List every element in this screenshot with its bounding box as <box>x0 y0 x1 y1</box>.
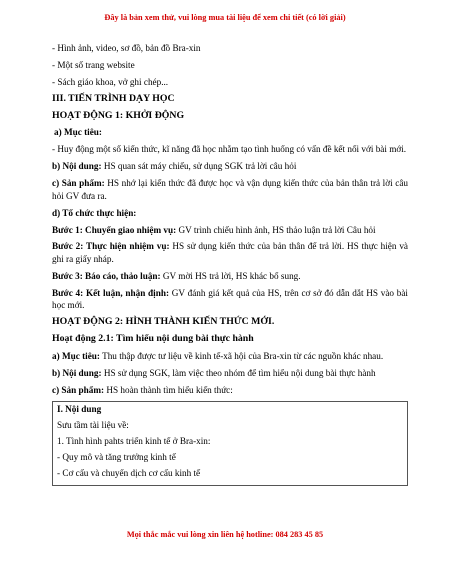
material-item: - Hình ảnh, video, sơ đồ, bản đồ Bra-xin <box>52 43 201 53</box>
product-label: c) Sản phẩm: <box>52 384 105 395</box>
step-1-text: GV trình chiếu hình ảnh, HS thảo luận trả lời Câu hỏi <box>176 224 376 235</box>
step-4-label: Bước 4: Kết luận, nhận định: <box>52 287 170 298</box>
activity-2-title: HOẠT ĐỘNG 2: HÌNH THÀNH KIẾN THỨC MỚI. <box>52 316 275 328</box>
box-title <box>57 403 403 416</box>
org-label: d) Tổ chức thực hiện: <box>52 207 137 218</box>
content-text: HS sử dụng SGK, làm việc theo nhóm để tìm hiểu nội dung bài thực hành <box>101 367 376 378</box>
material-item: - Một số trang website <box>52 59 135 70</box>
activity-2-content <box>52 367 408 380</box>
product-text: HS hoàn thành tìm hiểu kiến thức: <box>104 384 233 395</box>
box-row: - Quy mô và tăng trưởng kinh tế <box>57 451 176 462</box>
step-4 <box>52 287 408 312</box>
content-label: b) Nội dung: <box>52 367 102 378</box>
activity-2-product <box>52 384 408 397</box>
content-box <box>52 401 408 486</box>
step-3 <box>52 270 408 283</box>
step-3-label: Bước 3: Báo cáo, thảo luận: <box>52 270 161 281</box>
step-4-text: GV đánh giá kết quả của HS, trên cơ sở đó dẫn dắt HS vào bài học mới. <box>52 287 408 311</box>
activity-2-subtitle: Hoạt động 2.1: Tìm hiểu nội dung bài thực hành <box>52 333 254 345</box>
box-row: 1. Tình hình pahts triển kinh tế ở Bra-xin: <box>57 435 211 446</box>
content-label: b) Nội dung: <box>52 161 102 172</box>
goal-label: a) Mục tiêu: <box>52 351 100 362</box>
hotline-banner: Mọi thắc mắc vui lòng xin liên hệ hotline: 084 283 45 85 <box>126 530 324 539</box>
goal-label: a) Mục tiêu: <box>54 127 102 138</box>
document-body <box>52 42 408 486</box>
step-2-label: Bước 2: Thực hiện nhiệm vụ: <box>52 241 170 252</box>
activity-1-goal-label <box>52 126 408 139</box>
material-item: - Sách giáo khoa, vở ghi chép... <box>52 76 169 87</box>
activity-1-product <box>52 177 408 202</box>
step-1 <box>52 224 408 237</box>
activity-1-content <box>52 160 408 173</box>
product-text: HS nhớ lại kiến thức đã được học và vận dụng kiến thức của bản thân trả lời câu hỏi GV đưa ra. <box>52 178 408 201</box>
activity-2-goal <box>52 350 408 363</box>
step-2 <box>52 240 408 265</box>
box-title-text: I. Nội dung <box>57 403 102 414</box>
preview-banner: Đây là bản xem thử, vui lòng mua tài liệu để xem chi tiết (có lời giải) <box>104 13 346 22</box>
section-heading: III. TIẾN TRÌNH DẠY HỌC <box>52 92 175 104</box>
content-text: HS quan sát máy chiếu, sử dụng SGK trả lời câu hỏi <box>101 161 297 172</box>
activity-1-title: HOẠT ĐỘNG 1: KHỞI ĐỘNG <box>52 109 185 121</box>
activity-1-org <box>52 207 408 220</box>
step-3-text: GV mời HS trả lời, HS khác bổ sung. <box>160 270 301 281</box>
box-row: Sưu tầm tài liệu về: <box>57 419 129 430</box>
goal-text: Thu thập được tư liệu về kinh tế-xã hội của Bra-xin từ các nguồn khác nhau. <box>99 351 384 362</box>
product-label: c) Sản phẩm: <box>52 178 105 189</box>
step-1-label: Bước 1: Chuyển giao nhiệm vụ: <box>52 224 177 235</box>
step-2-text: HS sử dụng kiến thức của bản thân để trả lời. HS thực hiện và ghi ra giấy nháp. <box>52 241 408 264</box>
activity-1-goal-text: - Huy động một số kiến thức, kĩ năng đã học nhằm tạo tình huống có vấn đề kết nối với bài mới. <box>52 144 407 155</box>
box-row: - Cơ cấu và chuyển dịch cơ cấu kinh tế <box>57 467 201 478</box>
